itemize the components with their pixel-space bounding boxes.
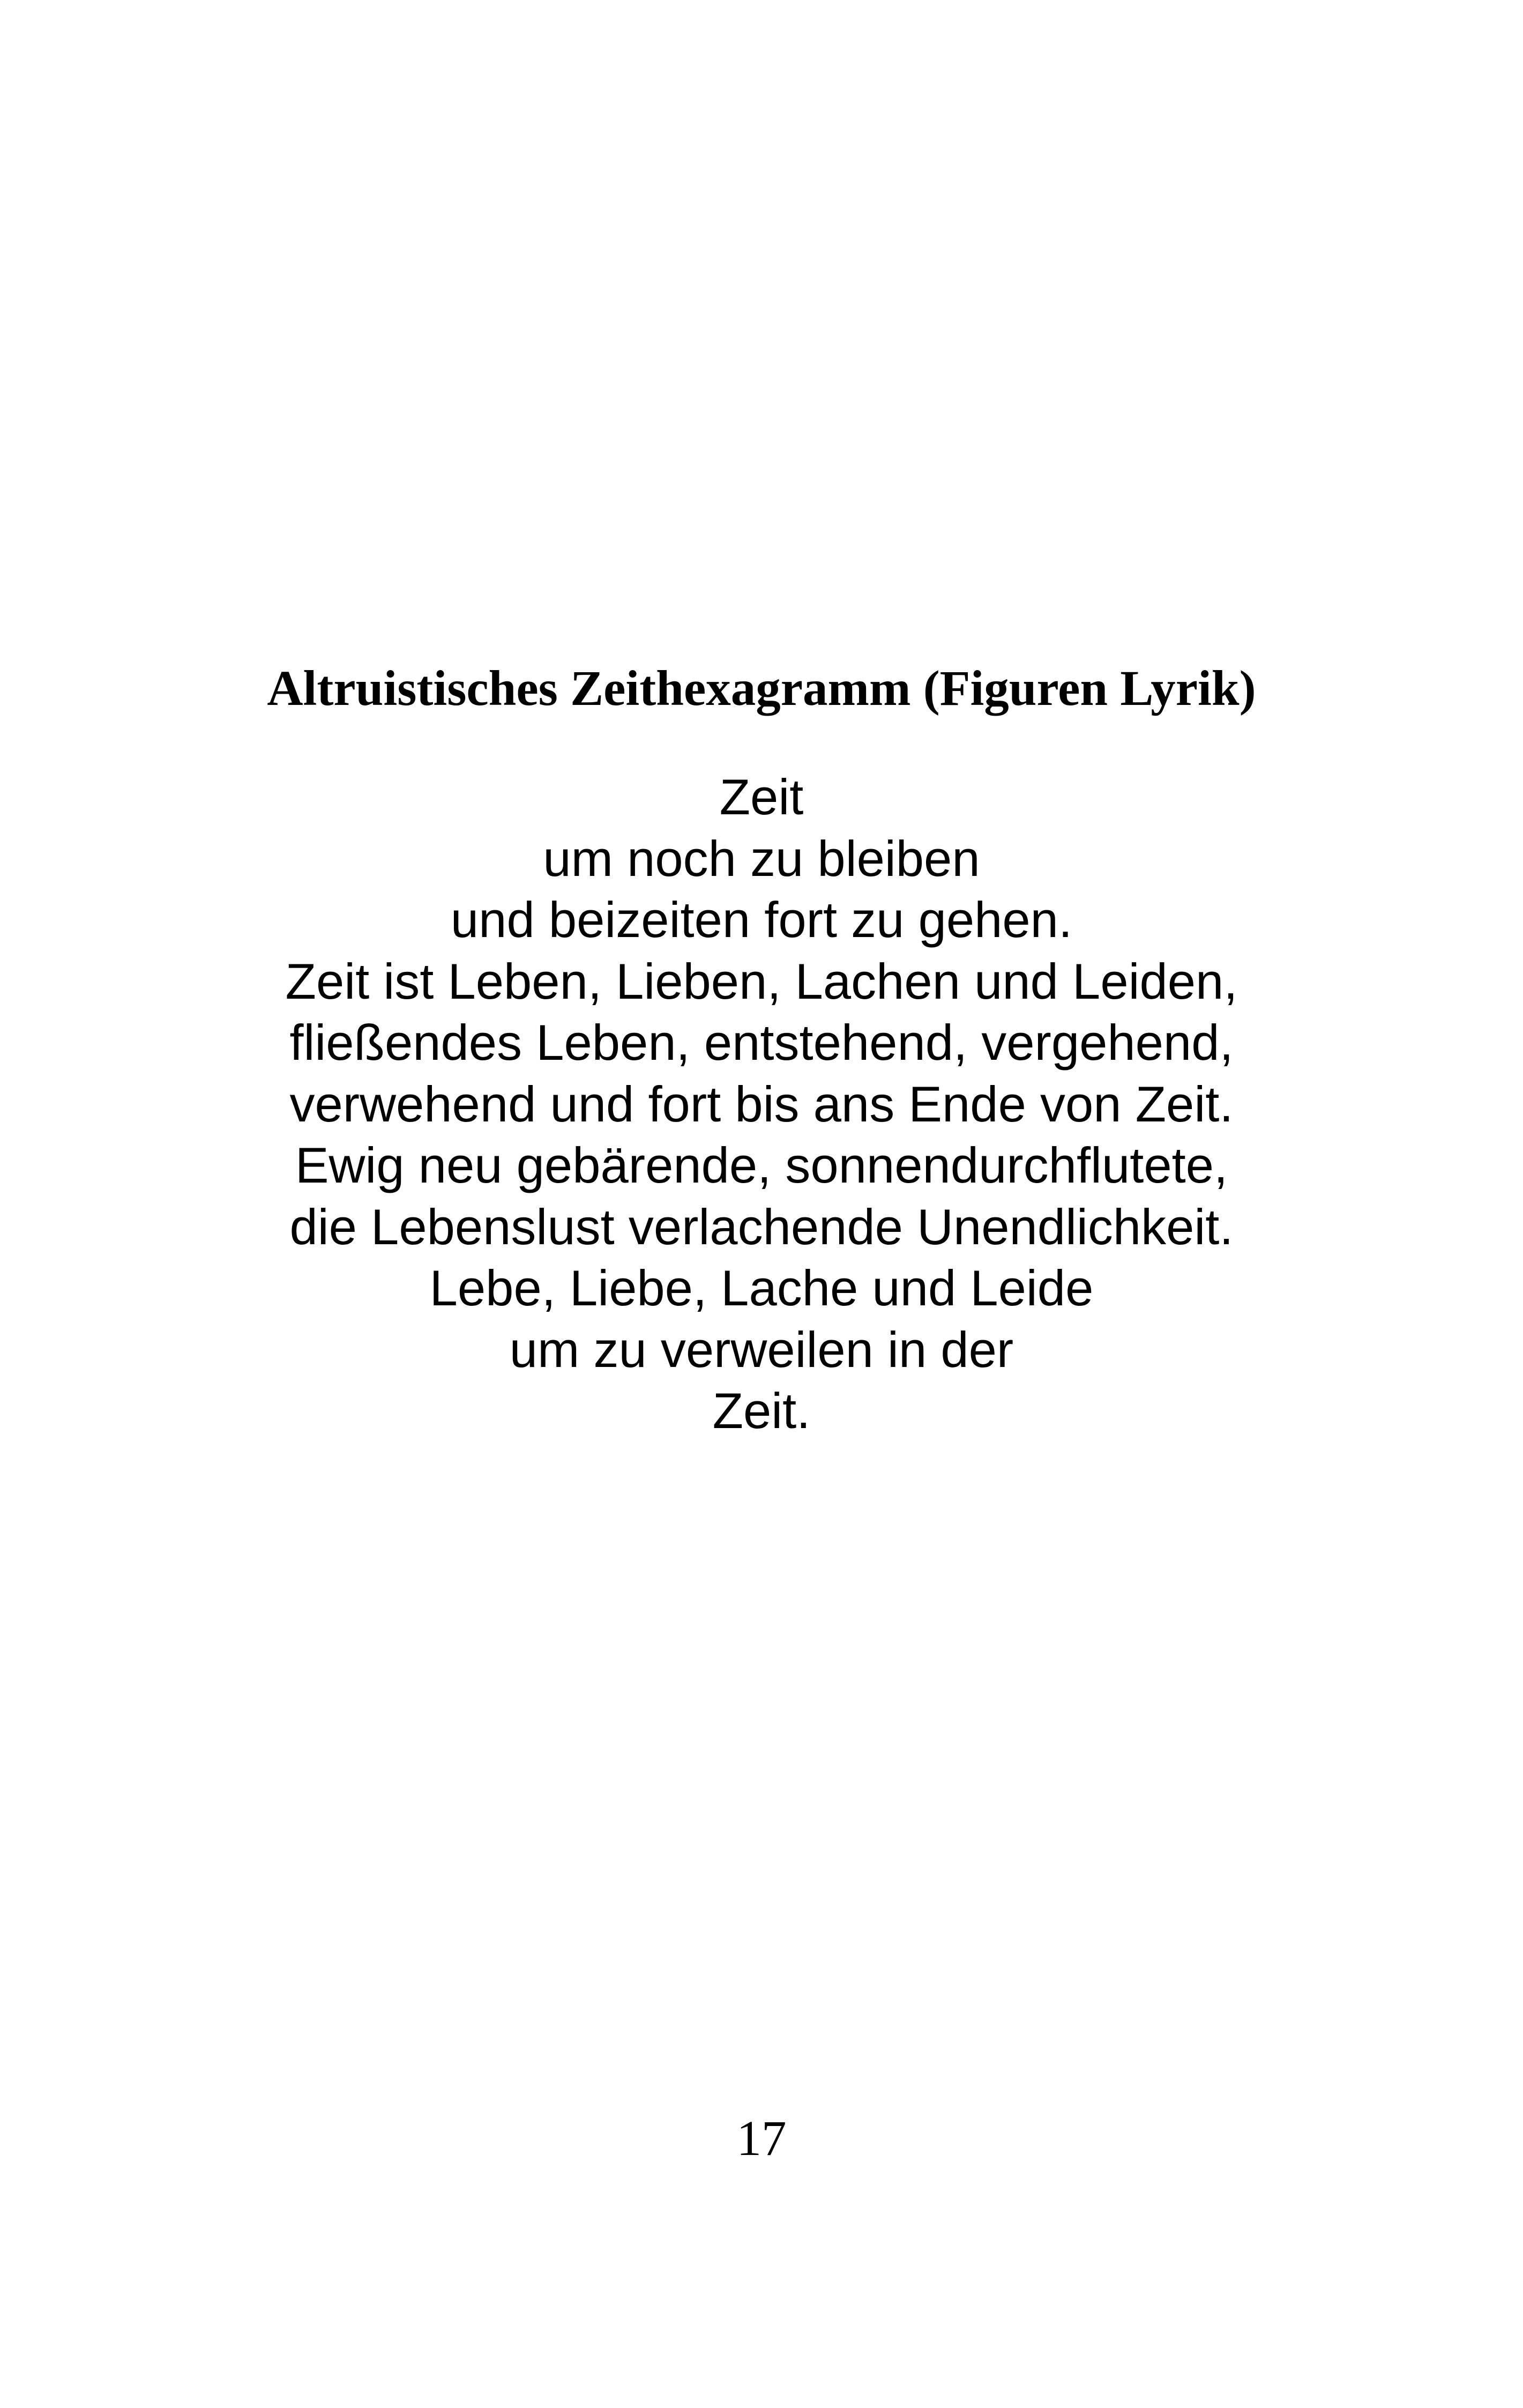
poem-line: verwehend und fort bis ans Ende von Zeit. [289,1075,1234,1132]
poem-line: Zeit ist Leben, Lieben, Lachen und Leiden, [285,953,1238,1009]
poem-title: Altruistisches Zeithexagramm (Figuren Lyrik) [267,661,1256,716]
poem-line: Ewig neu gebärende, sonnendurchflutete, [295,1137,1228,1193]
poem-line: um noch zu bleiben [543,830,980,887]
poem-line: und beizeiten fort zu gehen. [450,891,1073,948]
page-number: 17 [736,2111,787,2166]
poem-line: Zeit [719,769,804,825]
poem-line: um zu verweilen in der [509,1321,1014,1378]
poem-line: fließendes Leben, entstehend, vergehend, [289,1014,1234,1071]
poem-line: Zeit. [712,1383,811,1439]
poem-line: die Lebenslust verlachende Unendlichkeit. [289,1198,1234,1255]
poem-line: Lebe, Liebe, Lache und Leide [429,1260,1094,1316]
poem-body [0,767,1523,1442]
